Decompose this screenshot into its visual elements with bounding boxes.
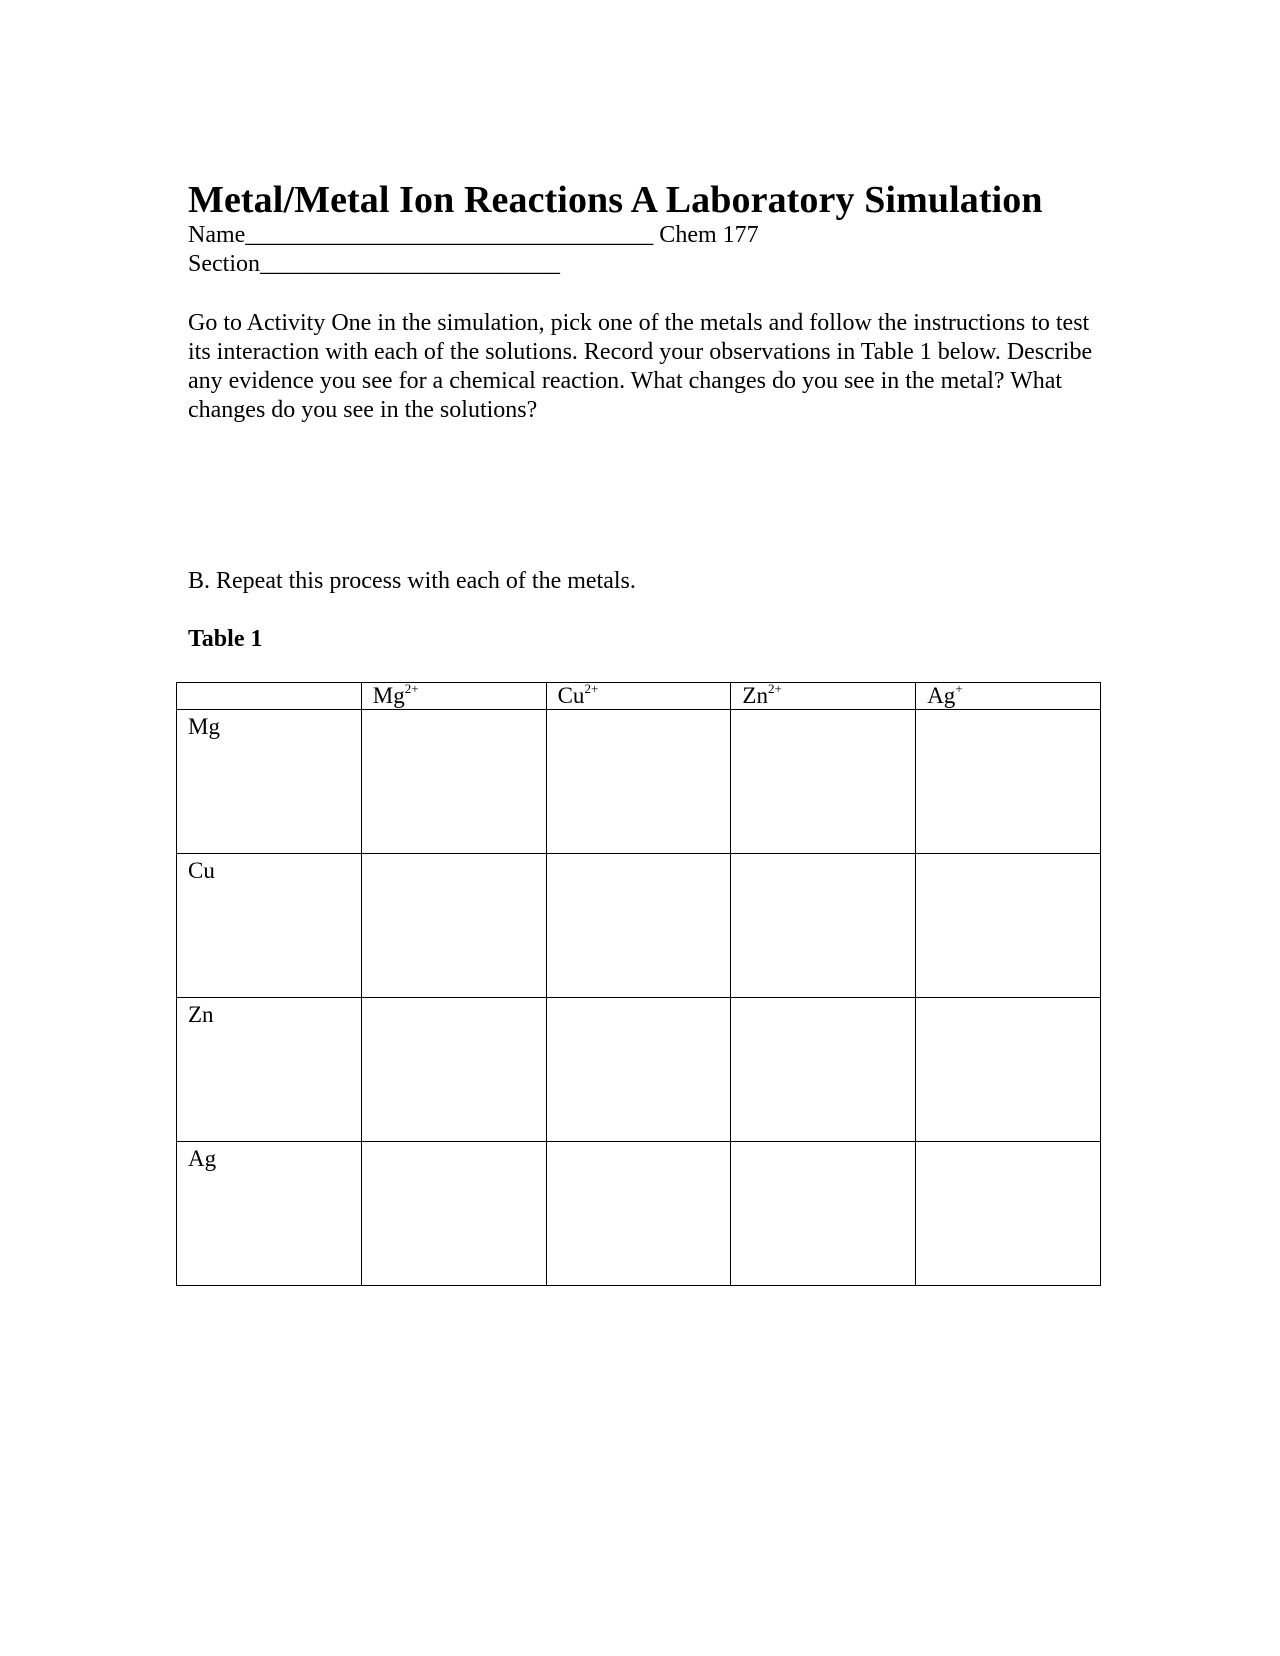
column-header-cu-ion (546, 683, 731, 710)
instructions-paragraph: Go to Activity One in the simulation, pick one of the metals and follow the instructions to test its interaction with each of the solutions. Record your observations in Table 1 below. Describe any evidence you see for a chemical reaction. What changes do you see in the metal? What changes do you see in the solutions? (188, 310, 1093, 423)
observation-cell[interactable] (916, 998, 1101, 1142)
document-title: Metal/Metal Ion Reactions A Laboratory Simulation (188, 179, 1043, 221)
ion-symbol: Cu (557, 683, 585, 708)
ion-symbol: Ag (927, 683, 956, 708)
observation-cell[interactable] (731, 710, 916, 854)
observation-cell[interactable] (546, 710, 731, 854)
row-header-ag: Ag (177, 1142, 362, 1286)
table-row (177, 1142, 1101, 1286)
observation-cell[interactable] (546, 998, 731, 1142)
ion-symbol: Mg (372, 683, 405, 708)
observation-cell[interactable] (731, 854, 916, 998)
ion-charge: 2+ (584, 681, 599, 696)
column-header-ag-ion (916, 683, 1101, 710)
table-row (177, 854, 1101, 998)
row-header-mg: Mg (177, 710, 362, 854)
observations-table (176, 682, 1101, 1286)
corner-cell (177, 683, 362, 710)
ion-charge: + (955, 681, 963, 696)
row-header-zn: Zn (177, 998, 362, 1142)
observation-cell[interactable] (916, 710, 1101, 854)
observation-cell[interactable] (731, 1142, 916, 1286)
table-header-row (177, 683, 1101, 710)
row-header-cu: Cu (177, 854, 362, 998)
observation-cell[interactable] (546, 854, 731, 998)
observation-cell[interactable] (916, 854, 1101, 998)
table-row (177, 998, 1101, 1142)
observation-cell[interactable] (361, 854, 546, 998)
table-row (177, 710, 1101, 854)
part-b-instruction: B. Repeat this process with each of the metals. (188, 568, 636, 594)
observation-cell[interactable] (731, 998, 916, 1142)
column-header-mg-ion (361, 683, 546, 710)
column-header-zn-ion (731, 683, 916, 710)
name-course-line: Name__________________________________ Chem 177 (188, 222, 759, 248)
table-caption: Table 1 (188, 626, 263, 652)
ion-charge: 2+ (404, 681, 419, 696)
observation-cell[interactable] (361, 710, 546, 854)
observation-cell[interactable] (546, 1142, 731, 1286)
observation-cell[interactable] (916, 1142, 1101, 1286)
ion-symbol: Zn (742, 683, 768, 708)
ion-charge: 2+ (767, 681, 782, 696)
section-line: Section_________________________ (188, 251, 560, 277)
observation-cell[interactable] (361, 1142, 546, 1286)
observation-cell[interactable] (361, 998, 546, 1142)
